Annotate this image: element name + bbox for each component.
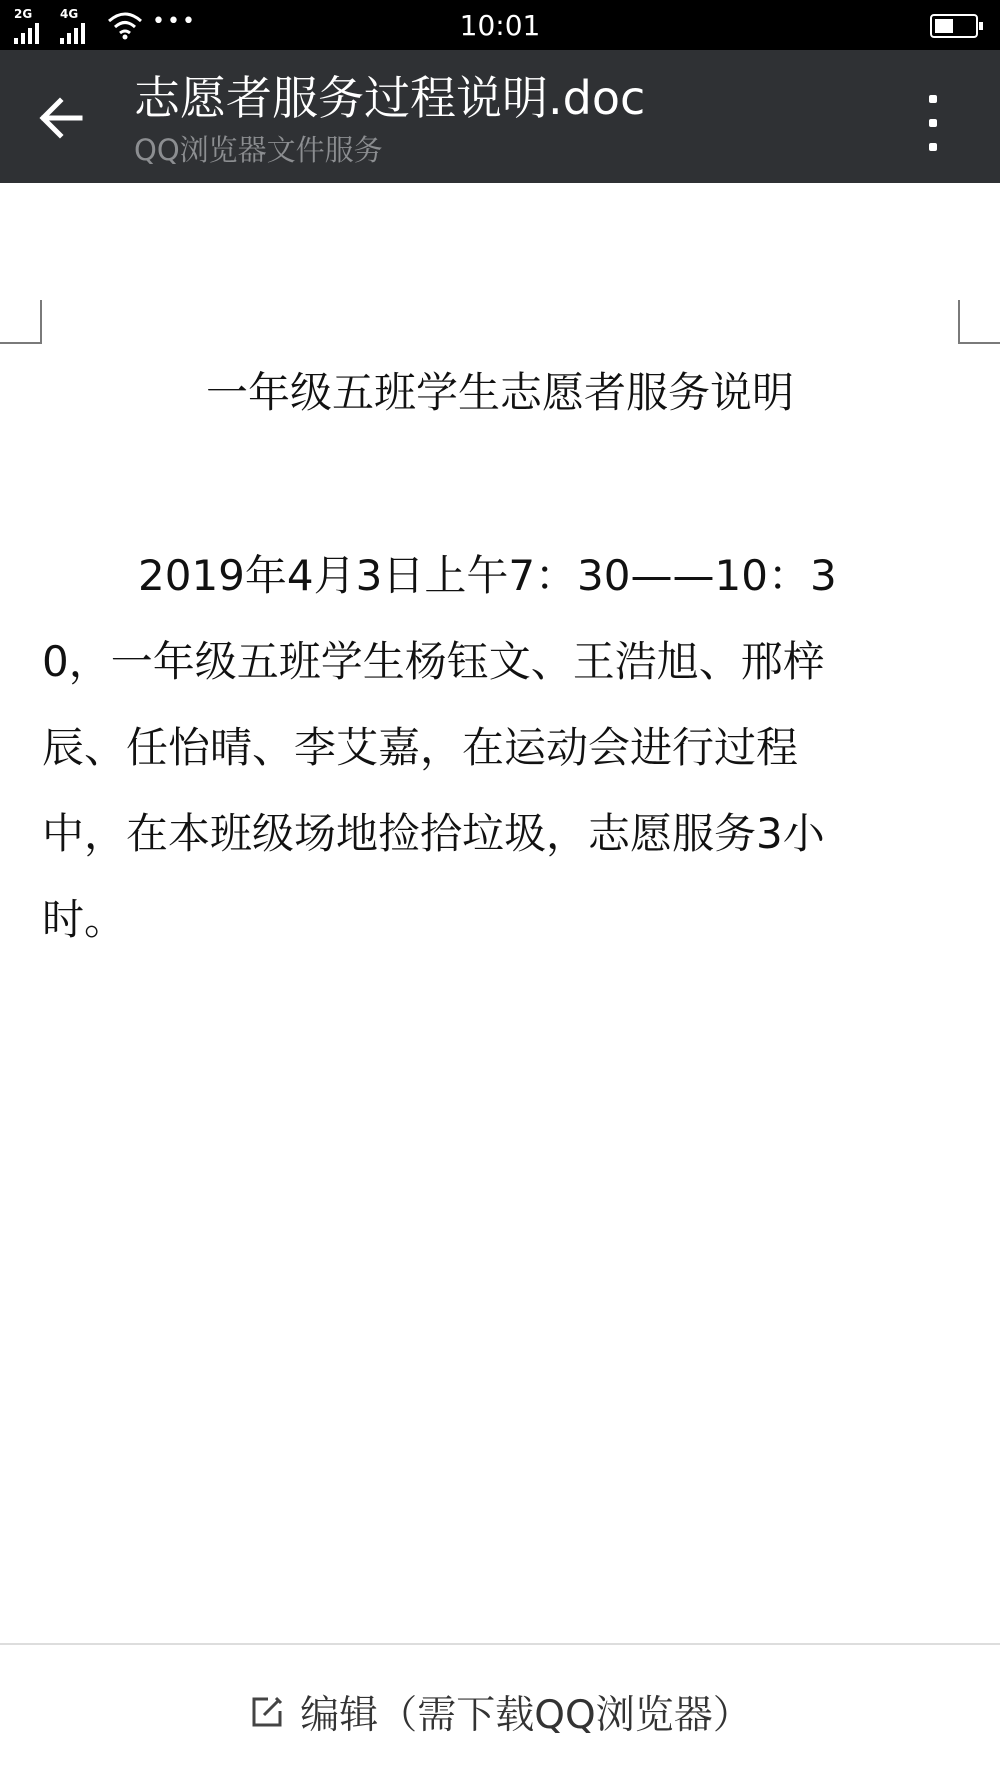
- app-bar: [0, 50, 1000, 183]
- page-corner-marker-right: [958, 300, 1000, 344]
- status-bar: [0, 0, 1000, 50]
- body-line: 2019年4月3日上午7：30——10：3: [138, 551, 837, 600]
- edit-icon: [248, 1693, 286, 1731]
- document-body: [42, 533, 950, 963]
- body-line: 0，一年级五班学生杨钰文、王浩旭、邢梓: [42, 637, 825, 686]
- arrow-left-icon: [32, 88, 92, 148]
- body-line: 中，在本班级场地捡拾垃圾，志愿服务3小: [42, 809, 825, 858]
- edit-button-label: 编辑（需下载QQ浏览器）: [300, 1692, 752, 1738]
- body-line: 时。: [42, 895, 127, 944]
- document-subtitle: QQ浏览器文件服务: [134, 133, 383, 167]
- back-button[interactable]: [32, 88, 92, 148]
- page-corner-marker-left: [0, 300, 42, 344]
- battery-icon: [930, 14, 978, 38]
- network-type-label-2: 4G: [60, 7, 79, 21]
- body-line: 辰、任怡晴、李艾嘉，在运动会进行过程: [42, 723, 799, 772]
- status-time: 10:01: [459, 9, 541, 42]
- more-notifications-icon: •••: [152, 9, 197, 34]
- document-title: 志愿者服务过程说明.doc: [134, 71, 646, 125]
- network-type-label: 2G: [14, 7, 33, 21]
- more-options-button[interactable]: [912, 88, 954, 158]
- edit-button[interactable]: [0, 1645, 1000, 1778]
- document-heading: 一年级五班学生志愿者服务说明: [205, 368, 794, 417]
